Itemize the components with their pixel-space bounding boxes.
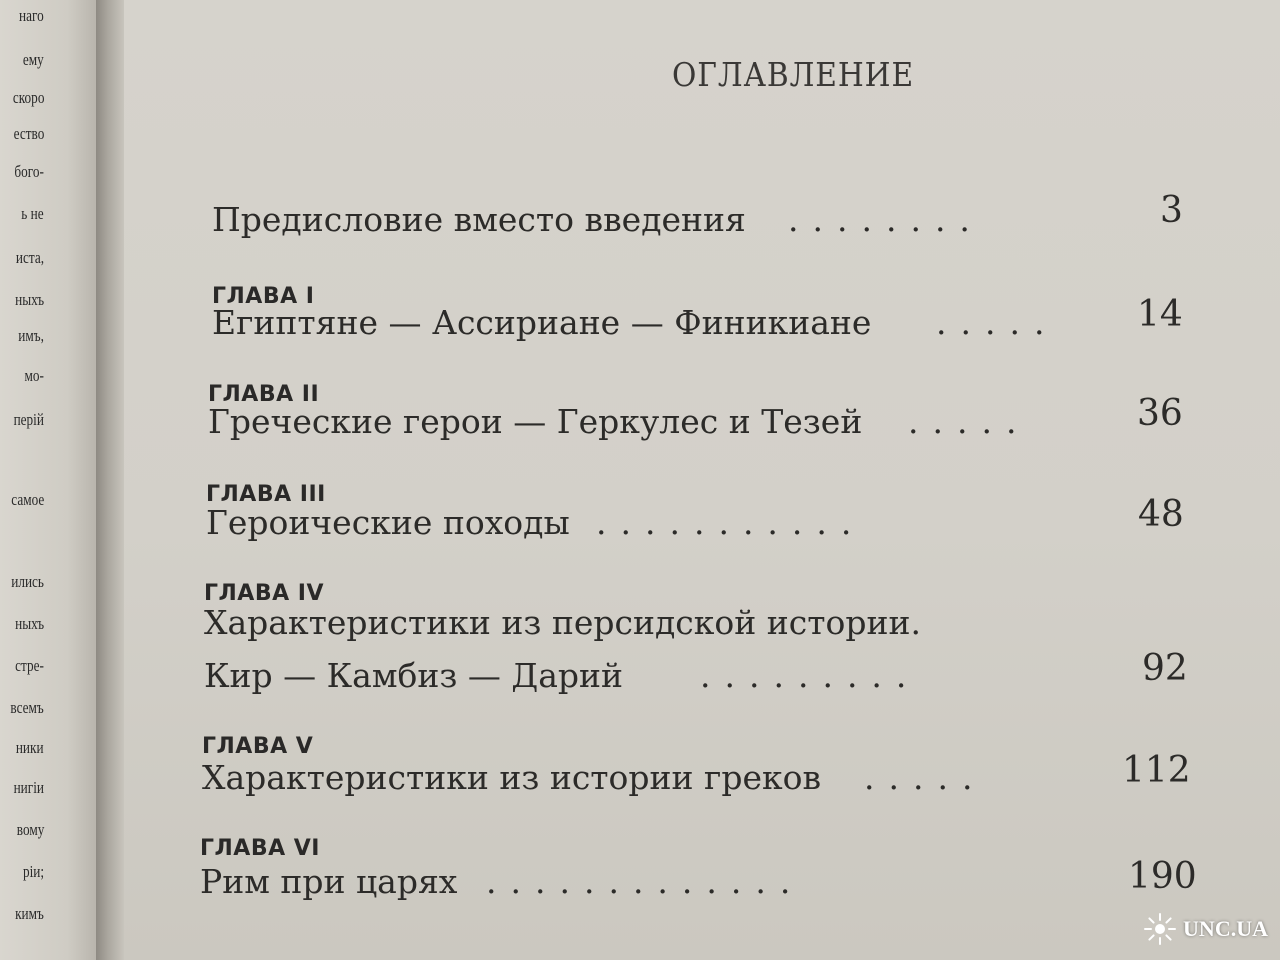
left-page-text: ныхъ (15, 614, 44, 633)
toc-page (124, 0, 1280, 960)
dot-leader: ........ (788, 200, 984, 239)
toc-entry-title: Рим при царях (200, 862, 458, 901)
toc-entry-title-continued: Кир — Камбиз — Дарий (204, 656, 623, 695)
left-page-text: перій (13, 410, 44, 429)
left-page-text: бого- (14, 162, 44, 181)
left-page-text: иста, (15, 248, 44, 267)
toc-entry-title: Египтяне — Ассириане — Финикиане (212, 303, 872, 342)
watermark (1143, 912, 1268, 946)
left-page-text: стре- (15, 656, 44, 675)
left-page-text: самое (10, 490, 44, 509)
left-page-text: наго (19, 6, 44, 25)
toc-entry-page: 190 (1128, 856, 1197, 897)
toc-entry-page: 36 (1137, 393, 1183, 434)
chapter-label: ГЛАВА II (208, 382, 320, 407)
left-page-text: ріи; (22, 862, 44, 881)
toc-entry-title: Греческие герои — Геркулес и Тезей (208, 402, 863, 441)
chapter-label: ГЛАВА I (212, 284, 315, 309)
left-page-text: ныхъ (15, 290, 44, 309)
dot-leader: ..... (864, 758, 987, 797)
chapter-label: ГЛАВА III (206, 482, 326, 507)
left-page-text: скоро (12, 88, 44, 107)
left-page-text: мо- (24, 366, 44, 385)
left-page-text: ему (23, 50, 44, 69)
toc-entry-page: 14 (1137, 294, 1183, 335)
dot-leader: ......... (700, 656, 921, 695)
left-page-text: ились (11, 572, 44, 591)
toc-entry-page: 92 (1142, 648, 1188, 689)
left-page-text: вому (16, 820, 44, 839)
left-page (0, 0, 96, 960)
toc-entry-title: Предисловие вместо введения (212, 200, 746, 239)
dot-leader: ..... (936, 303, 1059, 342)
left-page-text: кимъ (15, 904, 44, 923)
left-page-text: нигіи (13, 778, 44, 797)
sunburst-logo-icon (1143, 912, 1177, 946)
toc-entry-page: 3 (1160, 190, 1183, 231)
left-page-text: имъ, (18, 326, 44, 345)
dot-leader: ........... (596, 503, 866, 542)
toc-entry-page: 112 (1122, 750, 1191, 791)
chapter-label: ГЛАВА V (202, 734, 314, 759)
dot-leader: ..... (908, 402, 1031, 441)
page-title: ОГЛАВЛЕНИЕ (672, 55, 915, 94)
chapter-label: ГЛАВА VI (200, 836, 320, 861)
toc-entry-page: 48 (1138, 494, 1184, 535)
book-gutter (96, 0, 124, 960)
toc-entry-title: Характеристики из персидской истории. (204, 603, 921, 642)
toc-entry-title: Героические походы (206, 503, 570, 542)
left-page-text: ь не (21, 204, 44, 223)
toc-entry-title: Характеристики из истории греков (202, 758, 822, 797)
left-page-text: всемъ (10, 698, 44, 717)
left-page-text: ники (16, 738, 44, 757)
left-page-text: ество (13, 124, 44, 143)
watermark-text: UNC.UA (1183, 916, 1268, 941)
chapter-label: ГЛАВА IV (204, 581, 324, 606)
dot-leader: ............. (486, 862, 805, 901)
